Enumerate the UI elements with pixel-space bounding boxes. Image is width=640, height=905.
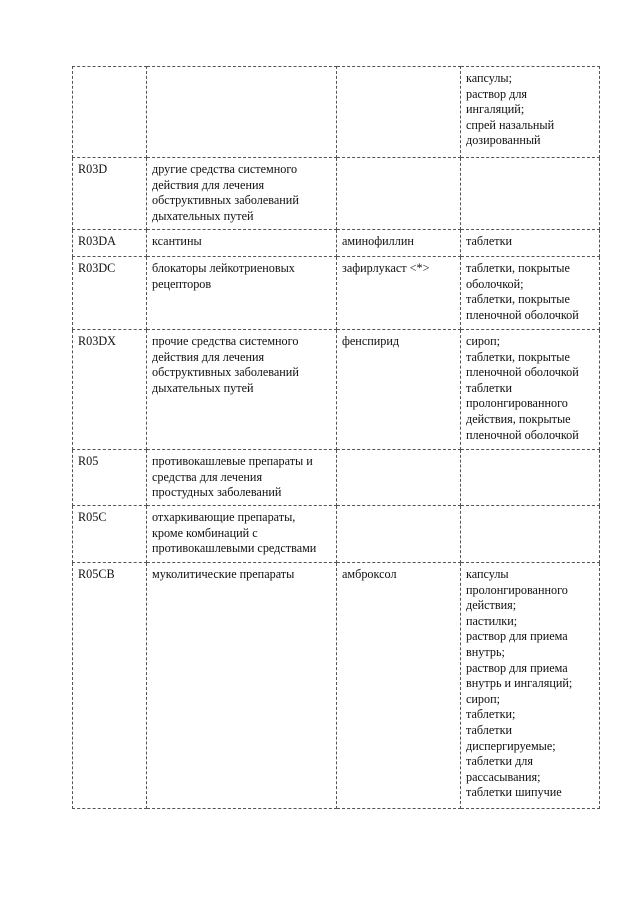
- active-substance-cell: амброксол: [337, 563, 461, 809]
- dosage-forms-cell: капсулы; раствор для ингаляций; спрей назальный дозированный: [461, 67, 600, 158]
- dosage-forms-cell: [461, 158, 600, 230]
- pharmacological-group-cell: противокашлевые препараты и средства для лечения простудных заболеваний: [147, 450, 337, 506]
- medication-table: [72, 66, 600, 809]
- active-substance-cell: аминофиллин: [337, 230, 461, 257]
- atc-code-cell: R03DX: [73, 330, 147, 450]
- dosage-forms-cell: [461, 506, 600, 563]
- pharmacological-group-cell: муколитические препараты: [147, 563, 337, 809]
- atc-code-cell: R03DA: [73, 230, 147, 257]
- table-row: [73, 506, 600, 563]
- atc-code-cell: R05: [73, 450, 147, 506]
- pharmacological-group-cell: прочие средства системного действия для лечения обструктивных заболеваний дыхательных путей: [147, 330, 337, 450]
- active-substance-cell: [337, 450, 461, 506]
- pharmacological-group-cell: отхаркивающие препараты, кроме комбинаций с противокашлевыми средствами: [147, 506, 337, 563]
- dosage-forms-cell: капсулы пролонгированного действия; пастилки; раствор для приема внутрь; раствор для приема внутрь и ингаляций; сироп; таблетки; таблетки диспергируемые; таблетки для рассасывания; таблетки шипучие: [461, 563, 600, 809]
- table-row: [73, 230, 600, 257]
- active-substance-cell: [337, 158, 461, 230]
- dosage-forms-cell: сироп; таблетки, покрытые пленочной оболочкой таблетки пролонгированного действия, покрытые пленочной оболочкой: [461, 330, 600, 450]
- table-row: [73, 67, 600, 158]
- active-substance-cell: фенспирид: [337, 330, 461, 450]
- dosage-forms-cell: таблетки, покрытые оболочкой; таблетки, покрытые пленочной оболочкой: [461, 257, 600, 330]
- active-substance-cell: [337, 506, 461, 563]
- atc-code-cell: R05CB: [73, 563, 147, 809]
- table-row: [73, 563, 600, 809]
- dosage-forms-cell: [461, 450, 600, 506]
- pharmacological-group-cell: другие средства системного действия для лечения обструктивных заболеваний дыхательных путей: [147, 158, 337, 230]
- table-row: [73, 450, 600, 506]
- pharmacological-group-cell: блокаторы лейкотриеновых рецепторов: [147, 257, 337, 330]
- table-row: [73, 330, 600, 450]
- atc-code-cell: [73, 67, 147, 158]
- active-substance-cell: зафирлукаст <*>: [337, 257, 461, 330]
- pharmacological-group-cell: ксантины: [147, 230, 337, 257]
- atc-code-cell: R05C: [73, 506, 147, 563]
- table-row: [73, 158, 600, 230]
- dosage-forms-cell: таблетки: [461, 230, 600, 257]
- active-substance-cell: [337, 67, 461, 158]
- table-row: [73, 257, 600, 330]
- atc-code-cell: R03D: [73, 158, 147, 230]
- atc-code-cell: R03DC: [73, 257, 147, 330]
- pharmacological-group-cell: [147, 67, 337, 158]
